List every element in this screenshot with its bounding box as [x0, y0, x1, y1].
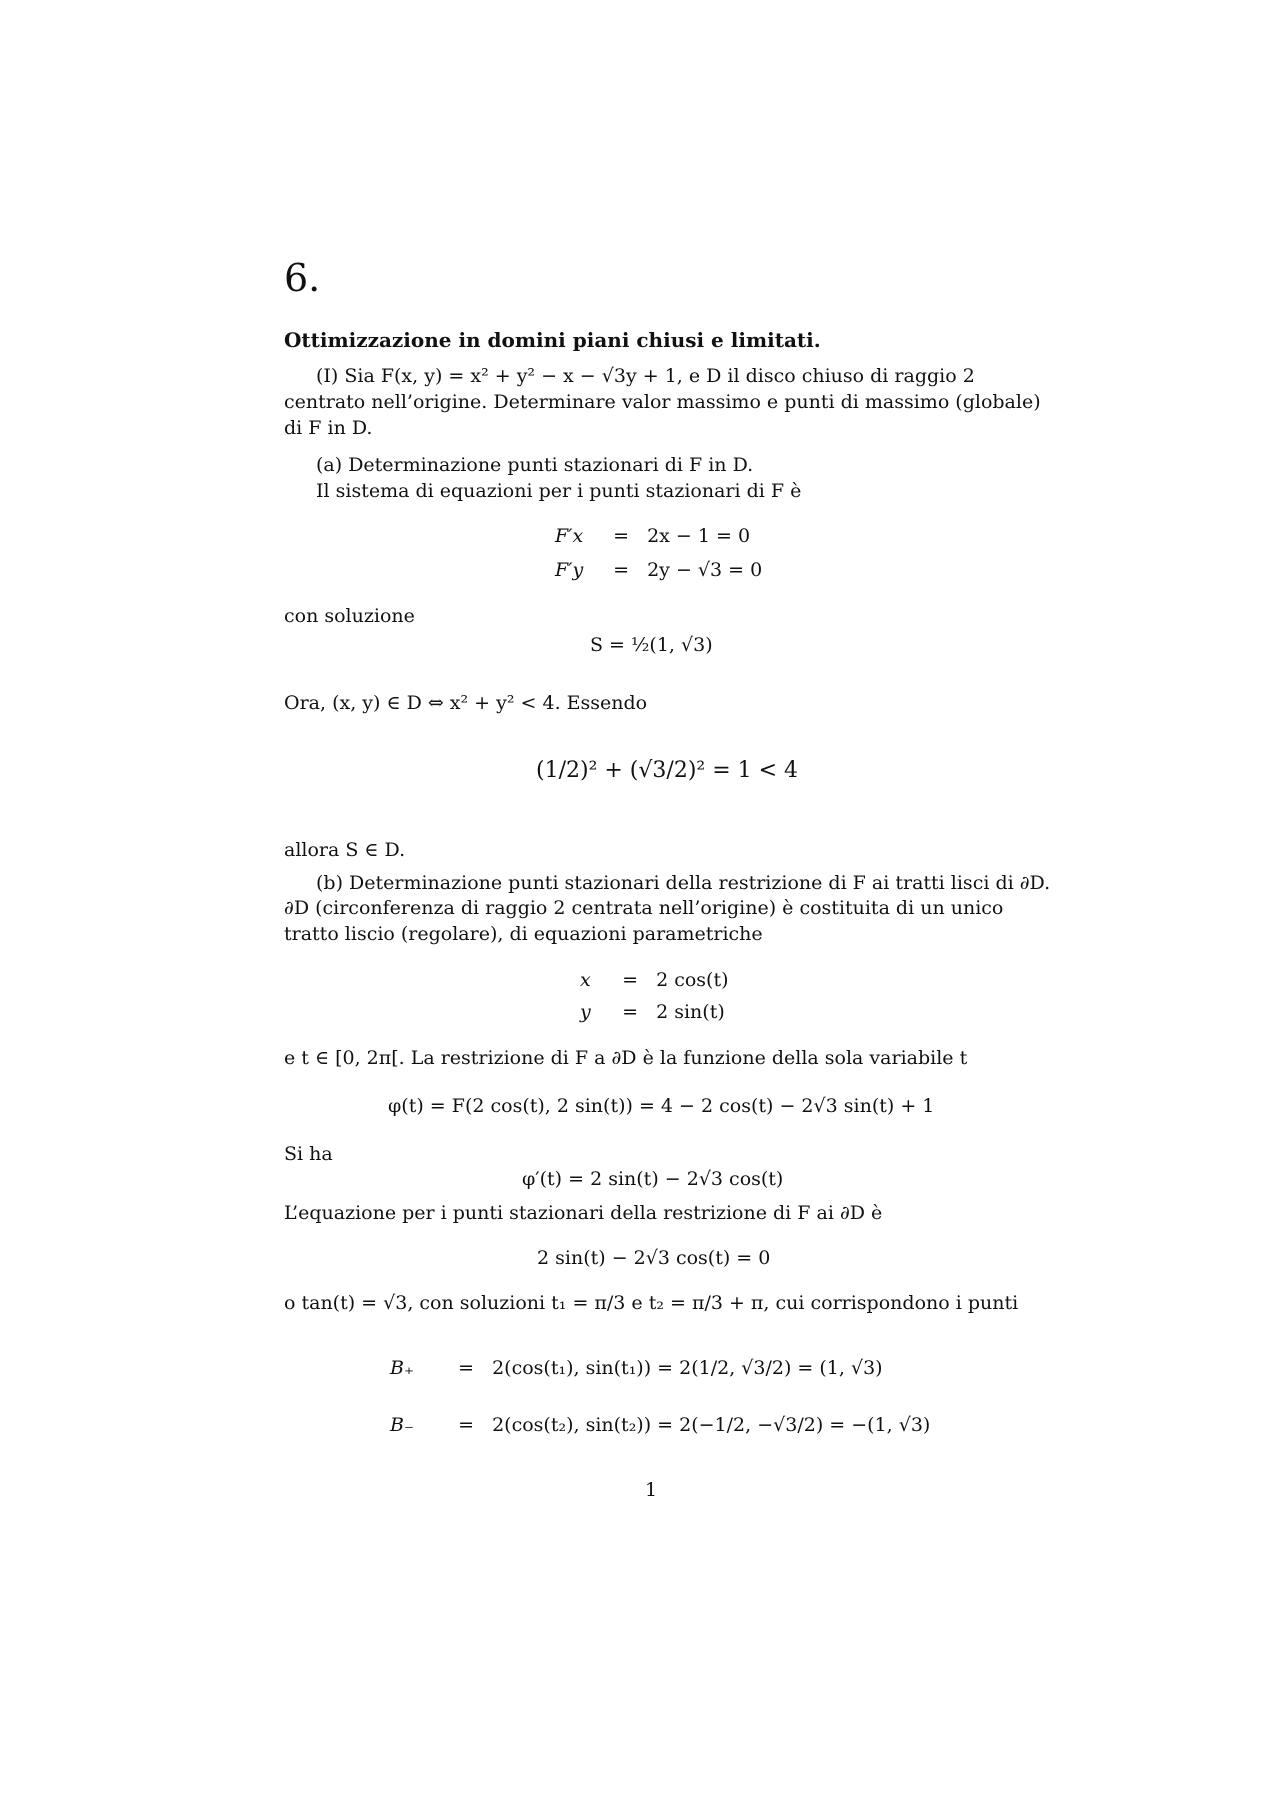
- con-soluzione: con soluzione: [284, 605, 415, 627]
- system-a-lhs-2: F′y: [555, 559, 584, 581]
- page-number: 1: [645, 1479, 658, 1501]
- param-row-1: x = 2 cos(t): [580, 969, 729, 991]
- allora-line: allora S ∈ D.: [284, 839, 406, 861]
- section-title: Ottimizzazione in domini piani chiusi e limitati.: [284, 328, 821, 352]
- point-b-plus: B₊ = 2(cos(t₁), sin(t₁)) = 2(1/2, √3/2) = (1, √3): [390, 1357, 883, 1379]
- param-rhs-2: 2 sin(t): [656, 1001, 725, 1023]
- system-a-rhs-2: 2y − √3 = 0: [647, 559, 763, 581]
- point-b-minus-label: B₋: [390, 1414, 414, 1436]
- param-lhs-1: x: [580, 969, 591, 991]
- stationary-equation: 2 sin(t) − 2√3 cos(t) = 0: [537, 1247, 771, 1269]
- param-rhs-1: 2 cos(t): [656, 969, 729, 991]
- si-ha: Si ha: [284, 1143, 333, 1165]
- point-b-plus-value: 2(cos(t₁), sin(t₁)) = 2(1/2, √3/2) = (1, √3): [492, 1357, 883, 1379]
- check-equation: (1/2)² + (√3/2)² = 1 < 4: [536, 758, 799, 783]
- part-a-intro: Il sistema di equazioni per i punti stazionari di F è: [316, 480, 802, 502]
- ora-line: Ora, (x, y) ∈ D ⇔ x² + y² < 4. Essendo: [284, 692, 648, 714]
- phi-prime-equation: φ′(t) = 2 sin(t) − 2√3 cos(t): [522, 1168, 784, 1190]
- system-a-row-2: F′y = 2y − √3 = 0: [555, 559, 763, 581]
- stationary-line: L’equazione per i punti stazionari della restrizione di F ai ∂D è: [284, 1202, 883, 1224]
- section-number: 6.: [284, 256, 321, 300]
- part-a-heading: (a) Determinazione punti stazionari di F in D.: [316, 454, 754, 476]
- point-b-minus-value: 2(cos(t₂), sin(t₂)) = 2(−1/2, −√3/2) = −(1, √3): [492, 1414, 931, 1436]
- param-lhs-2: y: [580, 1001, 591, 1023]
- phi-equation: φ(t) = F(2 cos(t), 2 sin(t)) = 4 − 2 cos(t) − 2√3 sin(t) + 1: [388, 1095, 935, 1117]
- system-a-lhs-1: F′x: [555, 525, 584, 547]
- system-a-rhs-1: 2x − 1 = 0: [647, 525, 751, 547]
- part-b-line-1: ∂D (circonferenza di raggio 2 centrata nell’origine) è costituita di un unico: [284, 897, 1004, 919]
- restriction-line: e t ∈ [0, 2π[. La restrizione di F a ∂D è la funzione della sola variabile t: [284, 1047, 968, 1069]
- problem-line-2: centrato nell’origine. Determinare valor massimo e punti di massimo (globale): [284, 391, 1041, 413]
- tan-line: o tan(t) = √3, con soluzioni t₁ = π/3 e t₂ = π/3 + π, cui corrispondono i punti: [284, 1292, 1019, 1314]
- point-b-minus: B₋ = 2(cos(t₂), sin(t₂)) = 2(−1/2, −√3/2) = −(1, √3): [390, 1414, 931, 1436]
- solution-s: S = ½(1, √3): [590, 634, 713, 656]
- problem-line-3: di F in D.: [284, 417, 373, 439]
- point-b-plus-label: B₊: [390, 1357, 414, 1379]
- problem-line-1: (I) Sia F(x, y) = x² + y² − x − √3y + 1, e D il disco chiuso di raggio 2: [316, 365, 975, 387]
- part-b-heading: (b) Determinazione punti stazionari della restrizione di F ai tratti lisci di ∂D.: [316, 872, 1051, 894]
- part-b-line-2: tratto liscio (regolare), di equazioni parametriche: [284, 923, 763, 945]
- system-a-row-1: F′x = 2x − 1 = 0: [555, 525, 751, 547]
- param-row-2: y = 2 sin(t): [580, 1001, 725, 1023]
